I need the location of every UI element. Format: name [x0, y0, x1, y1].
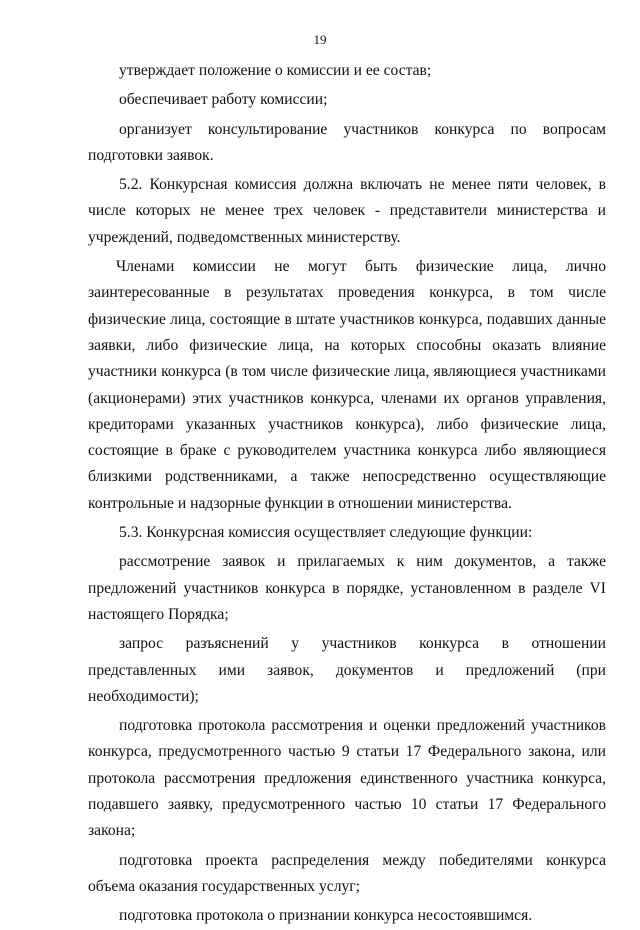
- paragraph: организует консультирование участников конкурса по вопросам подготовки заявок.: [88, 120, 606, 164]
- page-number: 19: [313, 32, 327, 47]
- list-item: подготовка проекта распределения между победителями конкурса объема оказания государственных услуг;: [88, 851, 606, 895]
- list-item: подготовка протокола о признании конкурса несостоявшимся.: [119, 907, 533, 925]
- document-body: [88, 58, 606, 930]
- list-item: подготовка протокола рассмотрения и оценки предложений участников конкурса, предусмотренного частью 9 статьи 17 Федерального закона, или протокола рассмотрения предложения единственного участника конкурса, подавшего заявку, предусмотренного частью 10 статьи 17 Федерального закона;: [88, 717, 606, 840]
- paragraph: обеспечивает работу комиссии;: [119, 91, 328, 109]
- list-item: рассмотрение заявок и прилагаемых к ним документов, а также предложений участников конкурса в порядке, установленном в разделе VI настоящего Порядка;: [88, 553, 606, 623]
- paragraph-section-5-3: 5.3. Конкурсная комиссия осуществляет следующие функции:: [119, 524, 533, 542]
- paragraph: утверждает положение о комиссии и ее состав;: [119, 62, 432, 79]
- paragraph: Членами комиссии не могут быть физические лица, лично заинтересованные в результатах проведения конкурса, в том числе физические лица, состоящие в штате участников конкурса, подавших данные заявки, либо физические лица, на которых способны оказать влияние участники конкурса (в том числе физические лица, являющиеся участниками (акционерами) этих участников конкурса, членами их органов управления, кредиторами указанных участников конкурса), либо физические лица, состоящие в браке с руководителем участника конкурса либо являющиеся близкими родственниками, а также непосредственно осуществляющие контрольные и надзорные функции в отношении министерства.: [88, 258, 606, 512]
- list-item: запрос разъяснений у участников конкурса в отношении представленных ими заявок, документов и предложений (при необходимости);: [88, 635, 606, 705]
- paragraph-section-5-2: 5.2. Конкурсная комиссия должна включать не менее пяти человек, в числе которых не менее трех человек - представители министерства и учреждений, подведомственных министерству.: [88, 176, 606, 246]
